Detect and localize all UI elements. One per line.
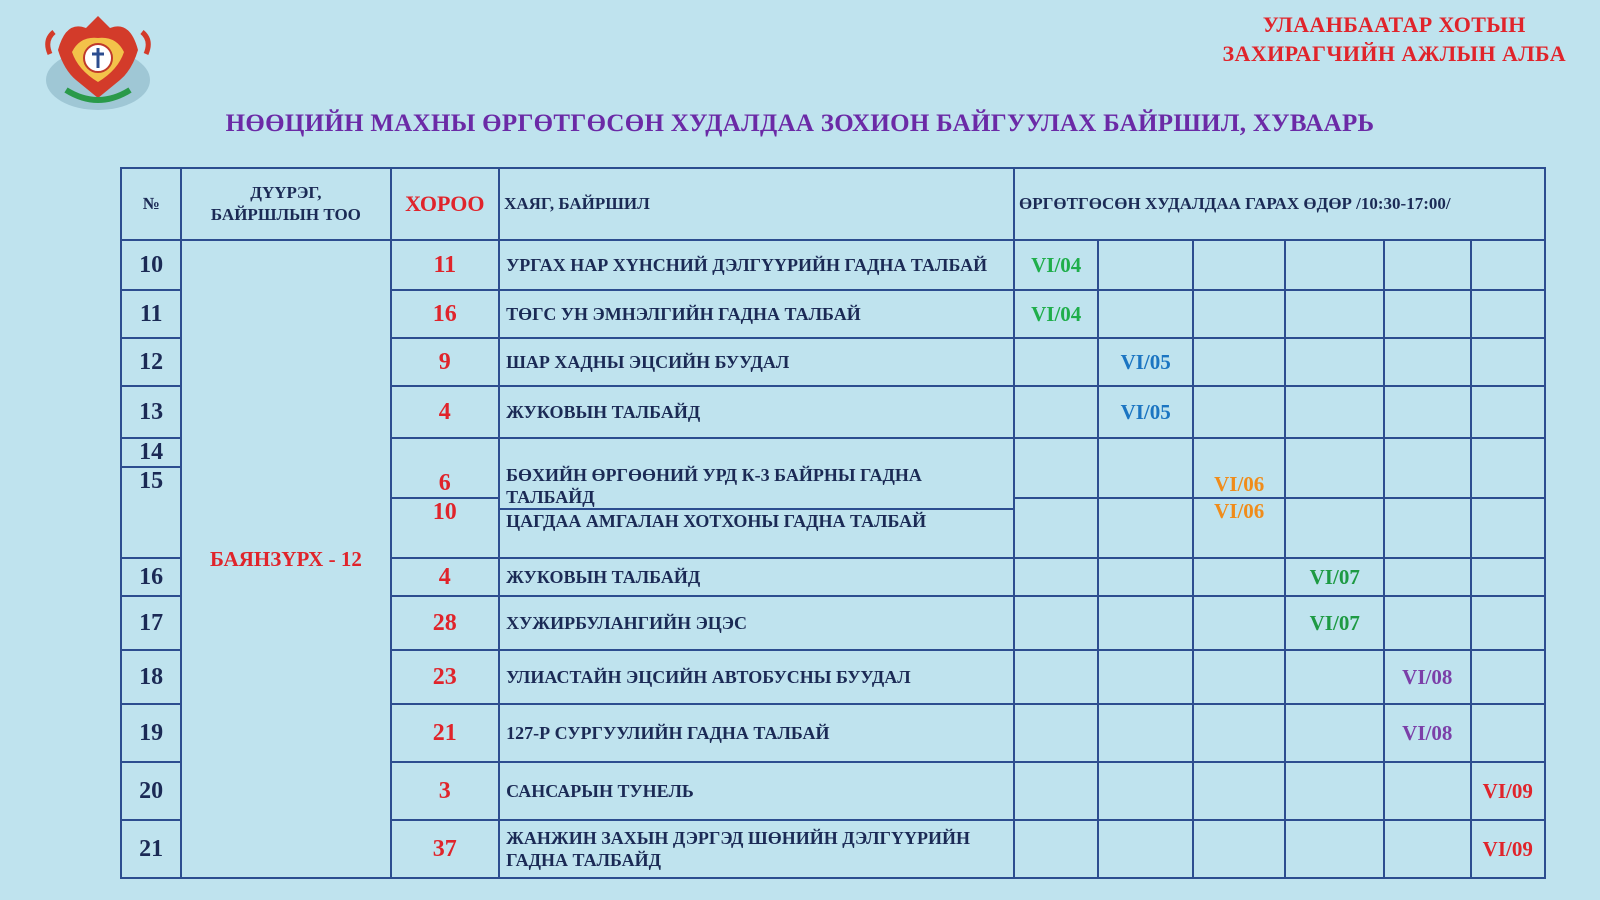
address-cell: УЛИАСТАЙН ЭЦСИЙН АВТОБУСНЫ БУУДАЛ bbox=[499, 650, 1014, 704]
day-cell bbox=[1193, 820, 1286, 878]
day-cell bbox=[1285, 762, 1384, 820]
day-cell bbox=[1384, 240, 1470, 290]
day-cell bbox=[1098, 558, 1193, 596]
schedule-table bbox=[120, 167, 1546, 879]
day-split-cell bbox=[1098, 438, 1193, 558]
day-cell: VI/08 bbox=[1384, 650, 1470, 704]
address-cell: 127-Р СУРГУУЛИЙН ГАДНА ТАЛБАЙ bbox=[499, 704, 1014, 762]
khoroo-cell: 37 bbox=[391, 820, 500, 878]
header-days: ӨРГӨТГӨСӨН ХУДАЛДАА ГАРАХ ӨДӨР /10:30-17:00/ bbox=[1014, 168, 1545, 240]
day-cell bbox=[1471, 240, 1546, 290]
address-cell: ЖУКОВЫН ТАЛБАЙД bbox=[499, 558, 1014, 596]
address-cell: ХУЖИРБУЛАНГИЙН ЭЦЭС bbox=[499, 596, 1014, 650]
day-cell bbox=[1098, 650, 1193, 704]
day-cell bbox=[1193, 650, 1286, 704]
day-cell: VI/09 bbox=[1471, 762, 1546, 820]
day-cell bbox=[1014, 820, 1098, 878]
day-cell bbox=[1193, 558, 1286, 596]
day-cell bbox=[1285, 386, 1384, 438]
day-cell bbox=[1014, 596, 1098, 650]
day-cell bbox=[1471, 704, 1546, 762]
day-cell: VI/06 bbox=[1214, 472, 1265, 496]
day-cell bbox=[1384, 762, 1470, 820]
row-number: 14 bbox=[139, 439, 164, 465]
address-cell: САНСАРЫН ТУНЕЛЬ bbox=[499, 762, 1014, 820]
page-title: НӨӨЦИЙН МАХНЫ ӨРГӨТГӨСӨН ХУДАЛДАА ЗОХИОН БАЙГУУЛАХ БАЙРШИЛ, ХУВААРЬ bbox=[225, 110, 1375, 137]
header-district bbox=[181, 168, 390, 240]
day-cell bbox=[1384, 338, 1470, 386]
header-address: ХАЯГ, БАЙРШИЛ bbox=[499, 168, 1014, 240]
row-number: 16 bbox=[121, 558, 181, 596]
organization-name bbox=[1223, 10, 1566, 68]
day-cell bbox=[1098, 820, 1193, 878]
day-cell bbox=[1384, 596, 1470, 650]
khoroo-cell: 6 bbox=[438, 470, 451, 496]
day-cell bbox=[1193, 386, 1286, 438]
khoroo-cell: 4 bbox=[391, 558, 500, 596]
khoroo-cell: 9 bbox=[391, 338, 500, 386]
row-number: 11 bbox=[121, 290, 181, 338]
day-cell: VI/07 bbox=[1285, 558, 1384, 596]
day-cell bbox=[1285, 650, 1384, 704]
day-cell bbox=[1193, 240, 1286, 290]
day-split-cell bbox=[1193, 438, 1286, 558]
address-cell: ЖАНЖИН ЗАХЫН ДЭРГЭД ШӨНИЙН ДЭЛГҮҮРИЙН ГАДНА ТАЛБАЙД bbox=[499, 820, 1014, 878]
day-cell bbox=[1471, 596, 1546, 650]
day-cell: VI/08 bbox=[1384, 704, 1470, 762]
day-cell bbox=[1099, 497, 1192, 499]
row-number: 21 bbox=[121, 820, 181, 878]
day-cell bbox=[1014, 650, 1098, 704]
day-cell bbox=[1193, 762, 1286, 820]
day-cell bbox=[1385, 497, 1469, 499]
row-number: 12 bbox=[121, 338, 181, 386]
address-cell: ШАР ХАДНЫ ЭЦСИЙН БУУДАЛ bbox=[499, 338, 1014, 386]
day-cell bbox=[1014, 338, 1098, 386]
day-cell bbox=[1193, 338, 1286, 386]
day-cell bbox=[1098, 704, 1193, 762]
table-row bbox=[121, 240, 1545, 290]
khoroo-cell: 23 bbox=[391, 650, 500, 704]
day-cell bbox=[1098, 596, 1193, 650]
header-row bbox=[121, 168, 1545, 240]
address-cell: ТӨГС УН ЭМНЭЛГИЙН ГАДНА ТАЛБАЙ bbox=[499, 290, 1014, 338]
day-cell bbox=[1098, 240, 1193, 290]
day-cell bbox=[1014, 558, 1098, 596]
split-number bbox=[122, 439, 180, 495]
day-cell bbox=[1014, 386, 1098, 438]
org-line-2: ЗАХИРАГЧИЙН АЖЛЫН АЛБА bbox=[1222, 41, 1566, 66]
header-no: № bbox=[121, 168, 181, 240]
address-cell: БӨХИЙН ӨРГӨӨНИЙ УРД К-3 БАЙРНЫ ГАДНА ТАЛБАЙД bbox=[506, 465, 922, 507]
day-cell bbox=[1472, 497, 1545, 499]
day-cell bbox=[1471, 650, 1546, 704]
header-khoroo: ХОРОО bbox=[391, 168, 500, 240]
split-day bbox=[1472, 497, 1545, 499]
address-cell: ЖУКОВЫН ТАЛБАЙД bbox=[499, 386, 1014, 438]
khoroo-cell: 4 bbox=[391, 386, 500, 438]
day-cell bbox=[1014, 704, 1098, 762]
day-cell: VI/04 bbox=[1014, 290, 1098, 338]
day-cell bbox=[1098, 762, 1193, 820]
day-cell: VI/09 bbox=[1471, 820, 1546, 878]
split-khoroo bbox=[392, 470, 499, 526]
day-cell bbox=[1384, 290, 1470, 338]
day-cell bbox=[1471, 338, 1546, 386]
day-cell bbox=[1193, 704, 1286, 762]
org-line-1: УЛААНБААТАР ХОТЫН bbox=[1262, 12, 1526, 37]
khoroo-cell: 16 bbox=[391, 290, 500, 338]
day-cell bbox=[1285, 290, 1384, 338]
khoroo-split-cell bbox=[391, 438, 500, 558]
day-cell bbox=[1098, 290, 1193, 338]
header-district-line-2: БАЙРШЛЫН ТОО bbox=[210, 205, 361, 224]
day-split-cell bbox=[1014, 438, 1098, 558]
state-emblem-icon bbox=[36, 10, 160, 116]
day-cell bbox=[1471, 386, 1546, 438]
day-cell bbox=[1384, 386, 1470, 438]
address-split-cell bbox=[499, 438, 1014, 558]
day-cell bbox=[1285, 240, 1384, 290]
day-cell: VI/04 bbox=[1014, 240, 1098, 290]
row-number: 19 bbox=[121, 704, 181, 762]
row-number: 13 bbox=[121, 386, 181, 438]
day-split-cell bbox=[1471, 438, 1546, 558]
split-day bbox=[1286, 497, 1383, 499]
row-number: 15 bbox=[122, 466, 180, 495]
khoroo-cell: 28 bbox=[391, 596, 500, 650]
day-cell: VI/06 bbox=[1194, 497, 1285, 524]
split-day bbox=[1194, 472, 1285, 524]
day-cell bbox=[1015, 497, 1097, 499]
day-cell: VI/07 bbox=[1285, 596, 1384, 650]
day-cell bbox=[1014, 762, 1098, 820]
row-number: 20 bbox=[121, 762, 181, 820]
day-cell bbox=[1384, 820, 1470, 878]
row-number-cell bbox=[121, 438, 181, 558]
day-cell bbox=[1471, 290, 1546, 338]
day-cell: VI/05 bbox=[1098, 386, 1193, 438]
address-cell: ЦАГДАА АМГАЛАН ХОТХОНЫ ГАДНА ТАЛБАЙ bbox=[500, 508, 1013, 532]
split-day bbox=[1385, 497, 1469, 499]
row-number: 18 bbox=[121, 650, 181, 704]
row-number: 10 bbox=[121, 240, 181, 290]
day-split-cell bbox=[1285, 438, 1384, 558]
split-day bbox=[1099, 497, 1192, 499]
day-cell bbox=[1285, 704, 1384, 762]
district-cell: БАЯНЗҮРХ - 12 bbox=[181, 240, 390, 878]
day-cell bbox=[1193, 596, 1286, 650]
day-cell bbox=[1285, 820, 1384, 878]
day-cell bbox=[1193, 290, 1286, 338]
header-district-line-1: ДҮҮРЭГ, bbox=[250, 183, 322, 202]
day-cell: VI/05 bbox=[1098, 338, 1193, 386]
khoroo-cell: 10 bbox=[392, 497, 499, 526]
khoroo-cell: 3 bbox=[391, 762, 500, 820]
split-address bbox=[500, 464, 1013, 532]
day-split-cell bbox=[1384, 438, 1470, 558]
day-cell bbox=[1286, 497, 1383, 499]
khoroo-cell: 11 bbox=[391, 240, 500, 290]
khoroo-cell: 21 bbox=[391, 704, 500, 762]
day-cell bbox=[1471, 558, 1546, 596]
day-cell bbox=[1384, 558, 1470, 596]
day-cell bbox=[1285, 338, 1384, 386]
address-cell: УРГАХ НАР ХҮНСНИЙ ДЭЛГҮҮРИЙН ГАДНА ТАЛБАЙ bbox=[499, 240, 1014, 290]
split-day bbox=[1015, 497, 1097, 499]
row-number: 17 bbox=[121, 596, 181, 650]
